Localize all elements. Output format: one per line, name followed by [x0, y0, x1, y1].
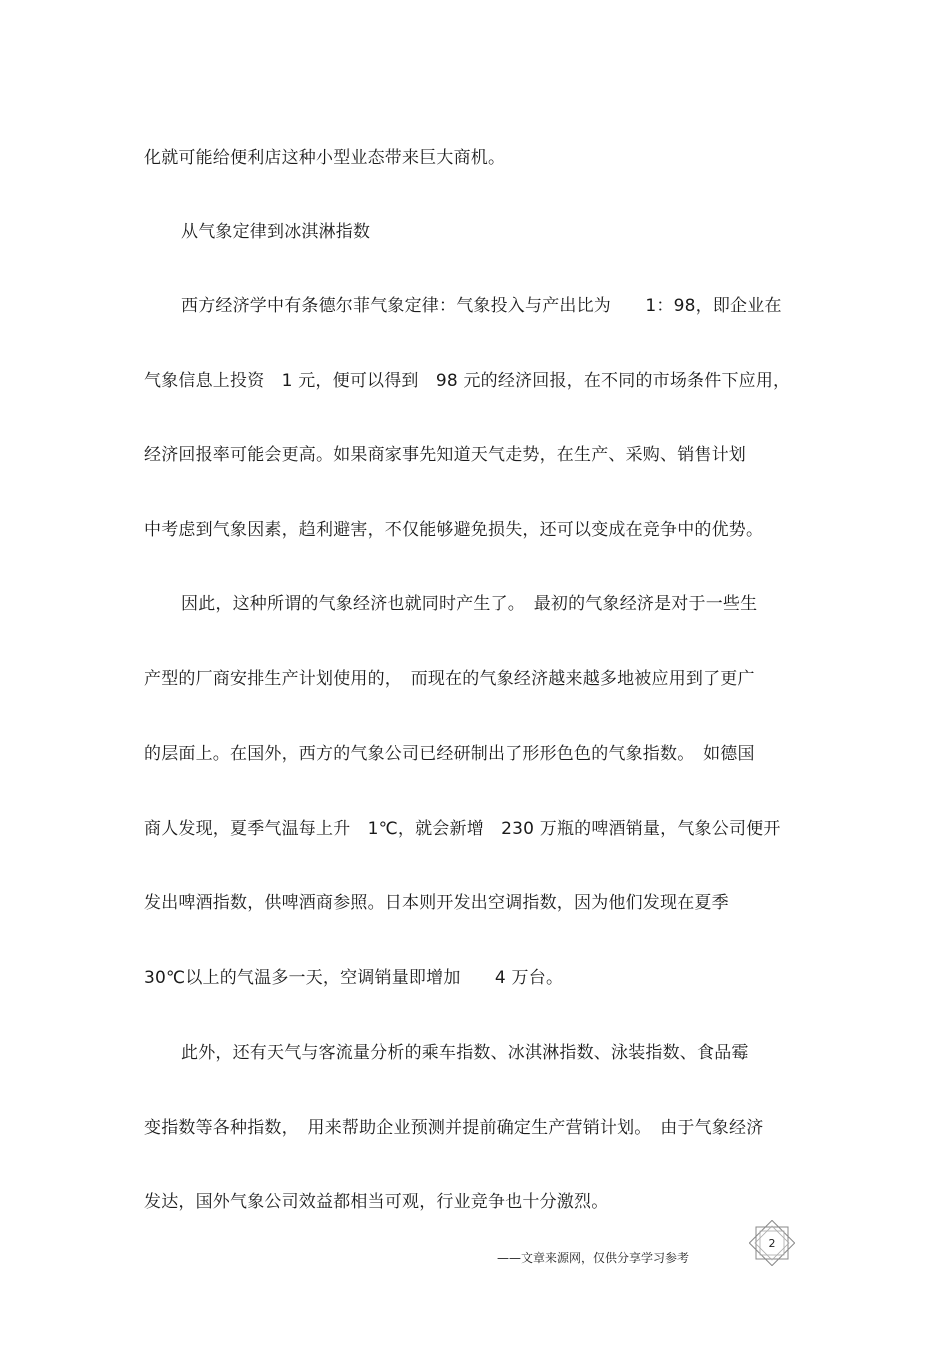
text-line-5: 经济回报率可能会更高。如果商家事先知道天气走势，在生产、采购、销售计划	[144, 445, 746, 465]
text-line-8: 产型的厂商安排生产计划使用的， 而现在的气象经济越来越多地被应用到了更广	[144, 669, 755, 689]
text-line-14: 变指数等各种指数， 用来帮助企业预测并提前确定生产营销计划。 由于气象经济	[144, 1118, 764, 1138]
text-line-4: 气象信息上投资 1 元，便可以得到 98 元的经济回报，在不同的市场条件下应用，	[144, 371, 791, 391]
page-number: 2	[768, 1236, 776, 1250]
text-line-7: 因此，这种所谓的气象经济也就同时产生了。 最初的气象经济是对于一些生	[181, 594, 758, 614]
text-line-1: 化就可能给便利店这种小型业态带来巨大商机。	[144, 148, 506, 168]
text-line-15: 发达，国外气象公司效益都相当可观，行业竞争也十分激烈。	[144, 1192, 609, 1212]
text-line-12: 30℃以上的气温多一天，空调销量即增加 4 万台。	[144, 968, 564, 988]
text-line-3: 西方经济学中有条德尔菲气象定律：气象投入与产出比为 1：98，即企业在	[181, 296, 782, 316]
text-line-13: 此外，还有天气与客流量分析的乘车指数、冰淇淋指数、泳装指数、食品霉	[181, 1043, 749, 1063]
text-line-9: 的层面上。在国外，西方的气象公司已经研制出了形形色色的气象指数。 如德国	[144, 744, 755, 764]
text-line-10: 商人发现，夏季气温每上升 1℃，就会新增 230 万瓶的啤酒销量，气象公司便开	[144, 819, 781, 839]
text-line-11: 发出啤酒指数，供啤酒商参照。日本则开发出空调指数，因为他们发现在夏季	[144, 893, 729, 913]
text-line-6: 中考虑到气象因素，趋利避害，不仅能够避免损失，还可以变成在竞争中的优势。	[144, 520, 764, 540]
section-heading: 从气象定律到冰淇淋指数	[181, 222, 371, 242]
page-number-badge	[749, 1220, 795, 1266]
source-note: ——文章来源网，仅供分享学习参考	[497, 1251, 690, 1265]
